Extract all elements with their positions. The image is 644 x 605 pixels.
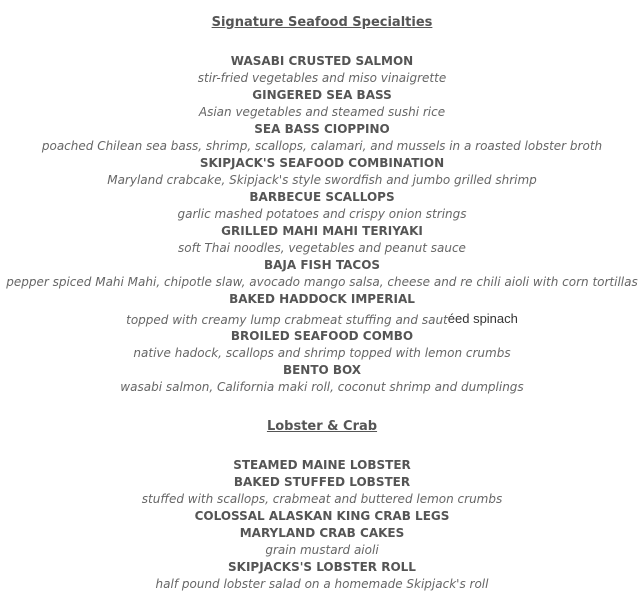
dish-description: soft Thai noodles, vegetables and peanut sauce [178, 241, 466, 255]
dish-name: MARYLAND CRAB CAKES [239, 526, 405, 540]
dish-description: poached Chilean sea bass, shrimp, scallops, calamari, and mussels in a roasted lobster broth [41, 139, 603, 153]
dish-description: Maryland crabcake, Skipjack's style swordfish and jumbo grilled shrimp [107, 173, 537, 187]
dish-description: stir-fried vegetables and miso vinaigrette [197, 71, 447, 85]
dish-name: GRILLED MAHI MAHI TERIYAKI [221, 224, 423, 238]
dish-description: pepper spiced Mahi Mahi, chipotle slaw, avocado mango salsa, cheese and re chili aioli with corn tortillas [6, 275, 638, 289]
dish-description: native hadock, scallops and shrimp topped with lemon crumbs [133, 346, 511, 360]
dish-description [0, 312, 644, 328]
dish-description: wasabi salmon, California maki roll, coconut shrimp and dumplings [120, 380, 524, 394]
dish-name: BAKED HADDOCK IMPERIAL [229, 292, 415, 306]
dish-name: BAJA FISH TACOS [263, 258, 381, 272]
section-title-lobster-crab: Lobster & Crab [266, 419, 378, 434]
dish-name: SKIPJACKS'S LOBSTER ROLL [228, 560, 416, 574]
dish-description: Asian vegetables and steamed sushi rice [198, 105, 446, 119]
dish-name: BROILED SEAFOOD COMBO [230, 329, 414, 343]
dish-description: stuffed with scallops, crabmeat and buttered lemon crumbs [141, 492, 503, 506]
dish-description-part: topped with creamy lump crabmeat stuffing and saut [126, 313, 448, 327]
dish-name: BENTO BOX [282, 363, 362, 377]
dish-description: garlic mashed potatoes and crispy onion strings [177, 207, 467, 221]
dish-description-part: éed spinach [447, 311, 518, 326]
dish-name: STEAMED MAINE LOBSTER [233, 458, 411, 472]
dish-name: BARBECUE SCALLOPS [249, 190, 395, 204]
dish-name: SKIPJACK'S SEAFOOD COMBINATION [199, 156, 445, 170]
section-title-signature-seafood: Signature Seafood Specialties [211, 15, 433, 30]
dish-name: COLOSSAL ALASKAN KING CRAB LEGS [194, 509, 450, 523]
dish-name: WASABI CRUSTED SALMON [230, 54, 414, 68]
dish-name: BAKED STUFFED LOBSTER [233, 475, 411, 489]
dish-description: half pound lobster salad on a homemade Skipjack's roll [155, 577, 489, 591]
dish-description: grain mustard aioli [265, 543, 379, 557]
dish-name: GINGERED SEA BASS [252, 88, 392, 102]
dish-name: SEA BASS CIOPPINO [254, 122, 390, 136]
